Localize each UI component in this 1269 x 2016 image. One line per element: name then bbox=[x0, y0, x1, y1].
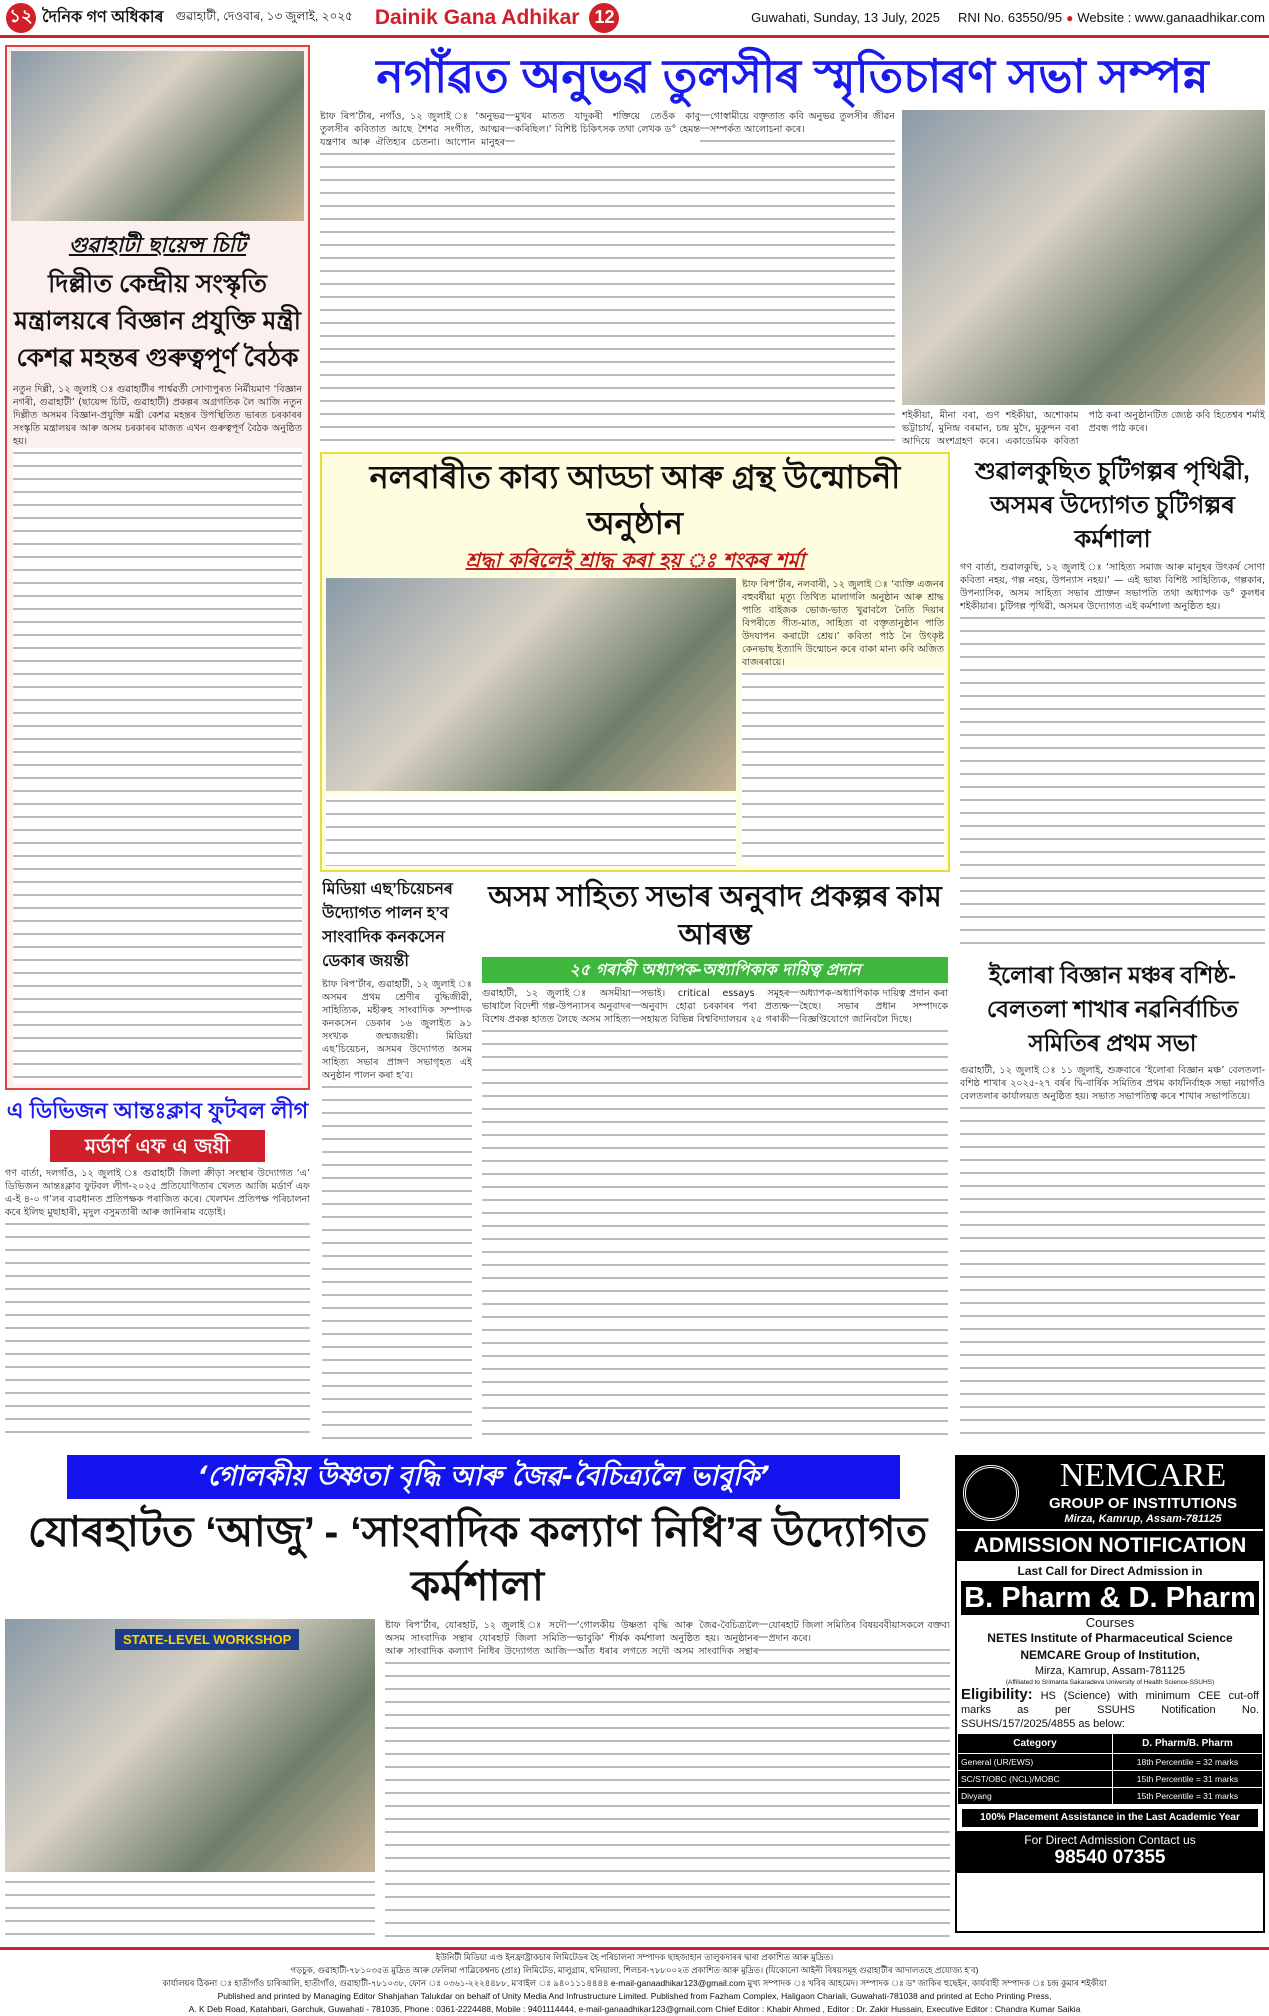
subhead-football: মৰ্ডাৰ্ণ এফ এ জয়ী bbox=[50, 1130, 265, 1162]
imprint-english-1: Published and printed by Managing Editor Shahjahan Talukdar on behalf of Unity Media And Infrustructure Limited. Published from Fazham Complex, Haligaon Chariali, Guwahati-781038 and printed at Echo Printing Press, bbox=[217, 1991, 1052, 2001]
imprint-english-2: A. K Deb Road, Katahbari, Garchuk, Guwahati - 781035, Phone : 0361-2224488, Mobile : 9401114444, e-mail-ganaadhikar123@gmail.com Chief Editor : Khabir Ahmed , Editor : Dr. Zakir Hussain, Executive Editor : Chandra Kumar Saikia bbox=[188, 2004, 1081, 2014]
headline-sahitya-sabha: অসম সাহিত্য সভাৰ অনুবাদ প্ৰকল্পৰ কাম আৰম্ভ bbox=[488, 881, 942, 951]
imprint-footer bbox=[0, 1947, 1269, 2016]
imprint-assamese-2: গড়চুক, গুৱাহাটী-৭৮১০৩৫ত মুদ্ৰিত আৰু ফেলিমা পাব্লিকেশ্বনচ (প্ৰাঃ) লিমিটেড, মালুগ্ৰাম, ঘনিয়ালা, শিলচৰ-৭৮৮০০২ত প্ৰকাশিত আৰু মুদ্ৰিত। (যিকোনো আইনী বিষয়সমূহ গুৱাহাটীৰ আদালতহে প্ৰযোজ্য হ’ব) bbox=[290, 1965, 979, 1975]
article-body-jorhat: ষ্টাফ ৰিপ’ৰ্টাৰ, যোৰহাট, ১২ জুলাই ঃ সদৌ অসম সাংবাদিক সন্থাৰ যোৰহাট জিলা সমিতি আৰু সাংবাদিক কল্যাণ নিধিৰ উদ্যোগত আজি ‘গোলকীয় উষ্ণতা বৃদ্ধি আৰু জৈৱ-বৈচিত্ৰ্যলৈ ভাবুকি’ শীৰ্ষক কৰ্মশালা অনুষ্ঠিত হয়। অনুষ্ঠানৰ আঁত ধৰাৰ লগতে সদৌ অসম সাংবাদিক সন্থাৰ যোৰহাট জিলা সমিতিৰ বিষয়ববীয়াসকলে বক্তব্য প্ৰদান কৰে। bbox=[385, 1619, 950, 1937]
main-headline: নগাঁৱত অনুভৱ তুলসীৰ স্মৃতিচাৰণ সভা সম্পন্ন bbox=[376, 50, 1209, 102]
ad-affiliation: (Affiliated to Srimanta Sakaradeva University of Health Science-SSUHS) bbox=[1005, 1679, 1215, 1686]
masthead bbox=[0, 0, 1269, 38]
eligibility-table: Category D. Pharm/B. Pharm General (UR/EWS) 18th Percentile = 32 marks SC/ST/OBC (NCL)/MOBC 15th Percentile = 31 marks Divyang 15th Percentile = 31 marks bbox=[957, 1733, 1263, 1805]
ad-last-call: Last Call for Direct Admission in bbox=[1017, 1564, 1203, 1578]
article-body-football: গণ বাৰ্তা, দলগাঁও, ১২ জুলাই ঃ গুৱাহাটী জিলা ক্ৰীড়া সংস্থাৰ উদ্যোগত ‘এ’ ডিভিজন আন্তঃক্লাব ফুটবল লীগ-২০২৫ প্ৰতিযোগিতাৰ খেলত আজি মৰ্ডাৰ্ণ এফ এ-ই ৪-০ গ’লৰ ব্যৱধানত প্ৰতিপক্ষক পৰাজিত কৰে। খেলখন প্ৰতিপক্ষ পৰিচালনা কৰে ইলিছ মুছাহাৰী, মৃদুল বসুমতাৰী আৰু জানিৰাম বড়োই। bbox=[5, 1167, 310, 1440]
article-suwalkuchi bbox=[960, 455, 1265, 950]
headline: নলবাৰীত কাব্য আড্ডা আৰু গ্ৰন্থ উন্মোচনী অনুষ্ঠান bbox=[369, 459, 901, 541]
ad-placement: 100% Placement Assistance in the Last Academic Year bbox=[961, 1808, 1259, 1828]
website[interactable]: Website : www.ganaadhikar.com bbox=[1077, 10, 1265, 25]
paper-name: Dainik Gana Adhikar bbox=[374, 5, 580, 29]
imprint-assamese-1: ইউনিটী মিডিয়া এণ্ড ইনফ্ৰাষ্ট্ৰাকচাৰ লিমিটেডৰ হৈ পৰিচালনা সম্পাদক ছাহজাহান তালুকদাৰৰ দ্বাৰা প্ৰকাশিত আৰু মুদ্ৰিত। bbox=[435, 1952, 834, 1962]
photo-caption: শইকীয়া, মীনা বৰা, গুণ শইকীয়া, অশোকাম ভট্টাচাৰ্য, মুনিন্দ্ৰ বৰমান, চন্দ্ৰ মুদৈ, মুকুন্দন বৰা আদিয়ে অংশগ্ৰহণ কৰে। একাডেমিক কবিতা পাঠ কৰা অনুষ্ঠানটিত জ্যেষ্ঠ কবি হিতেশ্বৰ শৰ্মাই প্ৰবন্ধ পাঠ কৰে। bbox=[902, 410, 1265, 447]
imprint-assamese-3: কাৰ্যালয়ৰ ঠিকনা ঃ হাতীগাঁও চাৰিআলি, হাতীগাঁও, গুৱাহাটী-৭৮১০৩৮, ফোন ঃ ০৩৬১-২২২৪৪৮৮, ম’বাইল ঃ ৯৪০১১১৪৪৪৪ e-mail-ganaadhikar123@gmail.com মুখ্য সম্পাদক ঃ খবিৰ আহমেদ। সম্পাদক ঃ ড° জাকিৰ হুছেইন, কাৰ্যবাহী সম্পাদক ঃ চন্দ্ৰ কুমাৰ শইকীয়া bbox=[162, 1978, 1107, 1988]
meeting-photo bbox=[11, 51, 304, 221]
article-science-city bbox=[5, 45, 310, 1090]
article-body-tulsi: ষ্টাফ ৰিপ’ৰ্টাৰ, নগাঁও, ১২ জুলাই ঃ ‘অনুভৱ তুলসীৰ কবিতাত আছে শৈশৱ সংগীত, আত্মৰ যন্ত্ৰণাৰ আৰু ঐতিহ্যৰ চেতনা। আপোন মানুহৰ মুখৰ মাতত যাদুকৰী শক্তিয়ে তেওঁক কাবু কৰিছিল।’ বিশিষ্ট চিকিৎসক তথা লেখক ড° হেমন্ত গোস্বামীয়ে বক্তৃতাত কবি অনুভৱ তুলসীৰ জীৱন সম্পৰ্কত আলোচনা কৰে। bbox=[320, 110, 895, 448]
headline-media: মিডিয়া এছ’চিয়েচনৰ উদ্যোগত পালন হ’ব সাংবাদিক কনকসেন ডেকাৰ জয়ন্তী bbox=[322, 881, 453, 970]
ad-institute: NETES Institute of Pharmaceutical Science bbox=[987, 1631, 1233, 1645]
ad-group: GROUP OF INSTITUTIONS bbox=[1048, 1495, 1238, 1512]
article-sahitya-sabha bbox=[482, 878, 948, 1440]
ad-address: Mirza, Kamrup, Assam-781125 bbox=[1034, 1665, 1186, 1677]
subheadline: শ্ৰদ্ধা কৰিলেই শ্ৰাদ্ধ কৰা হয় ঃ শংকৰ শৰ্মা bbox=[465, 548, 805, 572]
article-body: নতুন দিল্লী, ১২ জুলাই ঃ গুৱাহাটীৰ পাৰ্শ্বৱৰ্তী সোণাপুৰত নিৰ্মীয়মাণ ‘বিজ্ঞান নগৰী, গুৱাহাটী’ (ছায়েন্স চিটি, গুৱাহাটী) প্ৰকল্পৰ অগ্ৰগতিক লৈ আজি নতুন দিল্লীত অসমৰ বিজ্ঞান-প্ৰযুক্তি মন্ত্ৰী কেশৱ মহন্তৰ উপস্থিতিত ভাৰত চৰকাৰৰ সংস্কৃতি মন্ত্ৰালয়ৰ আৰু অসম চৰকাৰৰ মাজত এখন গুৰুত্বপূৰ্ণ বৈঠক অনুষ্ঠিত হয়। bbox=[13, 383, 302, 1084]
ad-brand-block bbox=[957, 1457, 1263, 1529]
article-tulsi bbox=[320, 46, 1265, 448]
headline-ellora: ইলোৰা বিজ্ঞান মঞ্চৰ বশিষ্ঠ-বেলতলা শাখাৰ নৱনিৰ্বাচিত সমিতিৰ প্ৰথম সভা bbox=[986, 962, 1239, 1056]
ad-contact: For Direct Admission Contact us bbox=[1024, 1833, 1196, 1847]
article-body-suwalkuchi: গণ বাৰ্তা, শুৱালকুছি, ১২ জুলাই ঃ ‘সাহিত্য সমাজ আৰু মানুহৰ উৎকৰ্ষ সোণা কবিতা নহয়, গল্প নহয়, উপন্যাস নহয়।’ — এই ভাষ্য বিশিষ্ট সাহিত্যিক, গল্পকাৰ, উপন্যাসিক, অসম সাহিত্য সভাৰ প্ৰাক্তন সভাপতি তথা অধ্যাপক ড° কুলধৰ শইকীয়াৰ। চুটিগল্প পৃথিৱী, অসমৰ উদ্যোগত এই কৰ্মশালা অনুষ্ঠিত হয়। bbox=[960, 561, 1265, 950]
ad-location: Mirza, Kamrup, Assam-781125 bbox=[1064, 1513, 1222, 1525]
date-english: Guwahati, Sunday, 13 July, 2025 bbox=[751, 10, 941, 25]
logo: দৈনিক গণ অধিকাৰ bbox=[42, 9, 164, 26]
nemcare-admission-ad bbox=[955, 1455, 1265, 1933]
article-body-jorhat-left bbox=[5, 1877, 375, 1937]
rni-number: RNI No. 63550/95 bbox=[958, 10, 1063, 25]
kicker: গুৱাহাটী ছায়েন্স চিটি bbox=[68, 233, 247, 257]
ad-courses: Courses bbox=[1085, 1615, 1135, 1630]
tulsi-event-photo bbox=[902, 110, 1265, 405]
quote-banner: ‘গোলকীয় উষ্ণতা বৃদ্ধি আৰু জৈৱ-বৈচিত্ৰ্যলৈ ভাবুকি’ bbox=[67, 1455, 900, 1499]
headline-jorhat: যোৰহাটত ‘আজু’ - ‘সাংবাদিক কল্যাণ নিধি’ৰ উদ্যোগত কৰ্মশালা bbox=[27, 1508, 928, 1609]
article-nalbari bbox=[320, 452, 950, 872]
workshop-banner-sign: STATE-LEVEL WORKSHOP bbox=[115, 1629, 299, 1650]
workshop-photo bbox=[5, 1619, 375, 1872]
article-body-bottom bbox=[326, 796, 736, 866]
ad-courses-title: B. Pharm & D. Pharm bbox=[961, 1581, 1259, 1615]
page-number-left: ১২ bbox=[6, 3, 36, 33]
article-body-sahitya: গুৱাহাটী, ১২ জুলাই ঃ অসমীয়া ভাষালৈ বিদেশী গল্প-উপন্যাসৰ অনুবাদৰ বিশেষ প্ৰকল্প হাতত লৈছে অসম সাহিত্য সভাই। critical essays সমূহৰ অনুবাদ হোৱা চৰকাৰৰ পৰা প্ৰত্যক্ষ সহায়ত বিভিন্ন বিশ্ববিদ্যালয়ৰ ২৫ গৰাকী অধ্যাপক-অধ্যাপিকাক দায়িত্ব প্ৰদান কৰা হৈছে। সভাৰ প্ৰধান সম্পাদকে বিজ্ঞপ্তিযোগে জানিবলৈ দিছে। bbox=[482, 987, 948, 1440]
nemcare-seal-icon bbox=[963, 1465, 1019, 1521]
article-jorhat bbox=[5, 1455, 950, 1937]
ad-phone[interactable]: 98540 07355 bbox=[1054, 1847, 1166, 1868]
page-number: 12 bbox=[589, 3, 619, 33]
ad-group-institution: NEMCARE Group of Institution, bbox=[1020, 1648, 1200, 1662]
headline: দিল্লীত কেন্দ্ৰীয় সংস্কৃতি মন্ত্ৰালয়ৰে বিজ্ঞান প্ৰযুক্তি মন্ত্ৰী কেশৱ মহন্তৰ গুৰুত্বপূৰ্ণ বৈঠক bbox=[14, 270, 301, 372]
ad-eligibility: Eligibility: HS (Science) with minimum CEE cut-off marks as per SSUHS Notification No. SSUHS/157/2025/4855 as below: bbox=[961, 1686, 1259, 1730]
table-row: General (UR/EWS) 18th Percentile = 32 marks bbox=[958, 1754, 1263, 1771]
headline-suwalkuchi: শুৱালকুছিত চুটিগল্পৰ পৃথিৱী, অসমৰ উদ্যোগত চুটিগল্পৰ কৰ্মশালা bbox=[975, 458, 1250, 553]
book-launch-photo bbox=[326, 578, 736, 791]
ad-title: ADMISSION NOTIFICATION bbox=[957, 1529, 1263, 1561]
article-body-right: ষ্টাফ ৰিপ’ৰ্টাৰ, নলবাৰী, ১২ জুলাই ঃ ‘ব্যক্তি এজনৰ বহুবৰ্ষীয়া মৃত্যু তিথিত মালাগলি অনুষ্ঠান আৰু শ্ৰাদ্ধ পাতি বাইজক ভোজ-ভাত খুৱাবলৈ নৈতি দিয়াৰ বিপৰীতে গীত-মাত, সাহিত্য বা বক্তৃতানুষ্ঠান পাতি উদযাপন কৰাটো শ্ৰেয়।’ কবিতা পাঠ নৈ উৎকৃষ্ট কেনভাছ ইত্যাদি উন্মোচন কৰে বাকা মান্য কবি অজিত বাজৰৰায়ে। bbox=[742, 578, 944, 866]
headline-football: এ ডিভিজন আন্তঃক্লাব ফুটবল লীগ bbox=[6, 1098, 309, 1123]
article-media bbox=[322, 878, 472, 1440]
bullet-icon: ● bbox=[1066, 10, 1074, 25]
subhead-banner: ২৫ গৰাকী অধ্যাপক-অধ্যাপিকাক দায়িত্ব প্ৰদান bbox=[482, 957, 948, 983]
table-row: Divyang 15th Percentile = 31 marks bbox=[958, 1788, 1263, 1805]
date-assamese: গুৱাহাটী, দেওবাৰ, ১৩ জুলাই, ২০২৫ bbox=[175, 8, 353, 23]
article-body-media: ষ্টাফ ৰিপ’ৰ্টাৰ, গুৱাহাটী, ১২ জুলাই ঃ অসমৰ প্ৰথম শ্ৰেণীৰ বুদ্ধিজীৱী, সাহিত্যিক, মহীৰুহ সাংবাদিক সম্পাদক কনকসেন ডেকাৰ ১৬ জুলাইত ৯১ সংখ্যক জন্মজয়ন্তী। মিডিয়া এছ’চিয়েচন, অসমৰ উদ্যোগত অসম সাহিত্য সভাৰ প্ৰাঙ্গণ সভাগৃহত এই অনুষ্ঠান পালন কৰা হ’ব। bbox=[322, 978, 472, 1440]
article-ellora bbox=[960, 958, 1265, 1440]
ad-brand: NEMCARE bbox=[1059, 1457, 1227, 1494]
article-football bbox=[5, 1095, 310, 1440]
table-row: SC/ST/OBC (NCL)/MOBC 15th Percentile = 31 marks bbox=[958, 1771, 1263, 1788]
article-body-ellora: গুৱাহাটী, ১২ জুলাই ঃ ১১ জুলাই, শুক্ৰবাৰে ‘ইলোৰা বিজ্ঞান মঞ্চ’ বেলতলা-বশিষ্ঠ শাখাৰ ২০২৫-২৭ বৰ্ষৰ দ্বি-বাৰ্ষিক সমিতিৰ প্ৰথম কাৰ্যনিৰ্বাহক সভা নয়াগাঁও বেলতলাৰ কাৰ্যালয়ত অনুষ্ঠিত হয়। সভাত সভাপতিত্ব কৰে শাখাৰ সভাপতিয়ে। bbox=[960, 1064, 1265, 1440]
